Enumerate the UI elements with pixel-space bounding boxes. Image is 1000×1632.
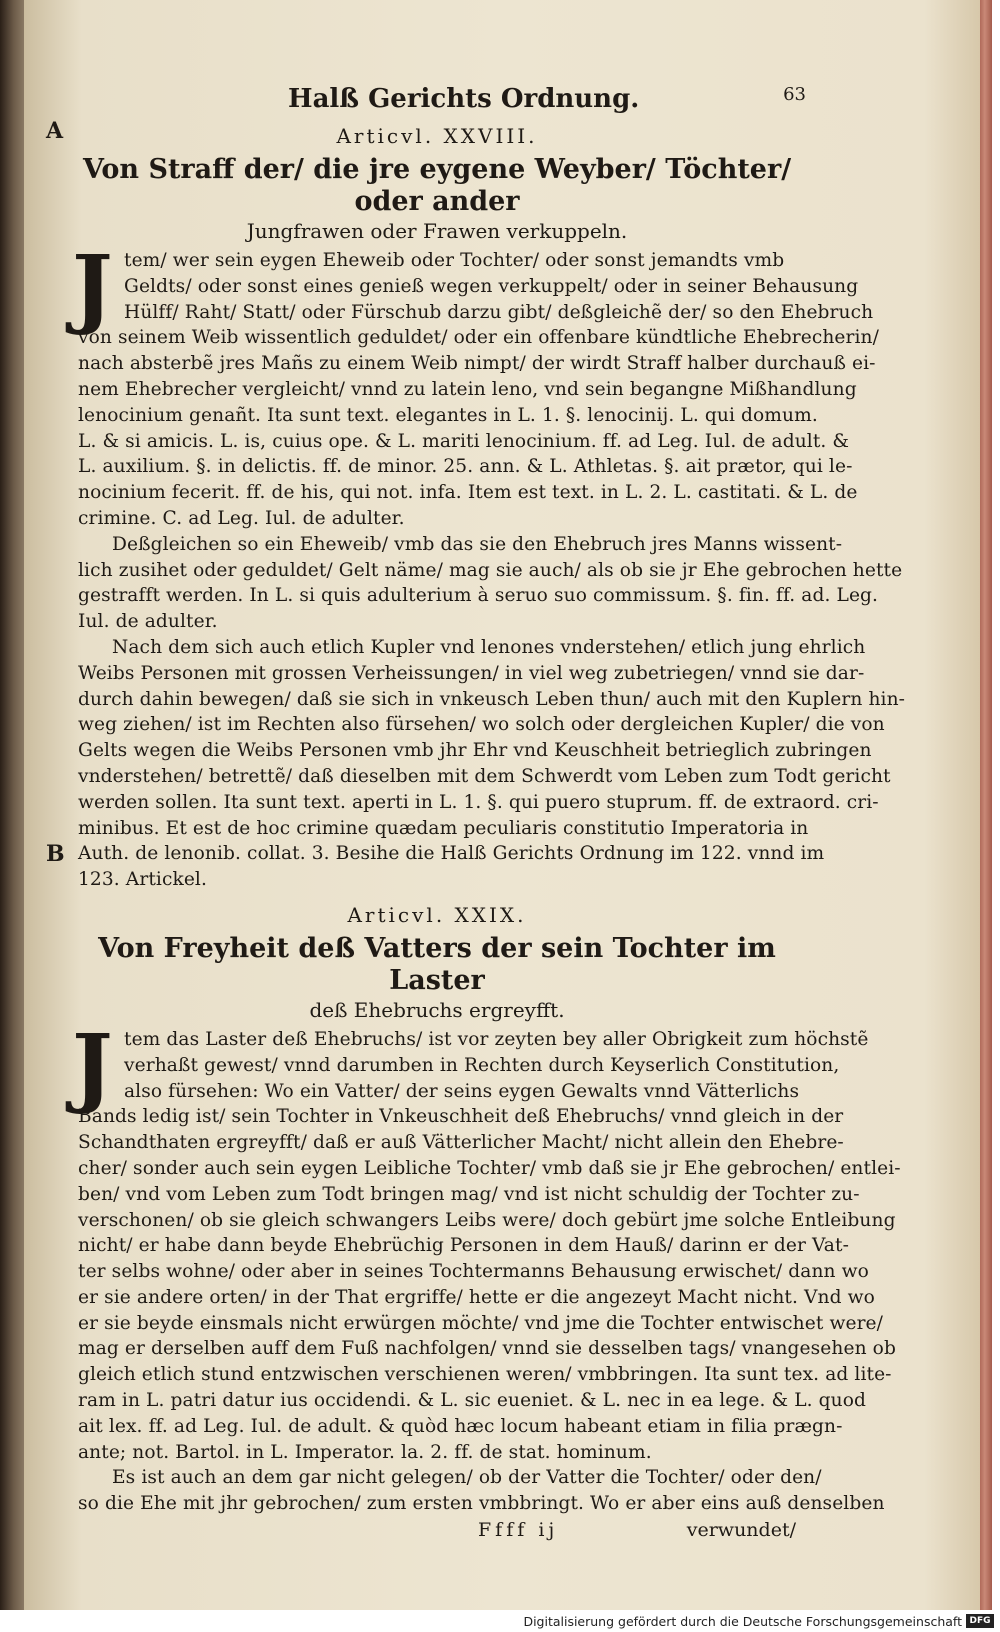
text-line: Schandthaten ergreyfft/ daß er auß Vätterlicher Macht/ nicht allein den Ehebre-	[78, 1132, 844, 1154]
text-line: nicht/ er habe dann beyde Ehebrüchig Personen in dem Hauß/ darinn er der Vat-	[78, 1235, 849, 1257]
text-line: Geldts/ oder sonst eines genieß wegen verkuppelt/ oder in seiner Behausung	[124, 275, 859, 297]
drop-cap-initial: J	[72, 237, 113, 338]
margin-mark-b: B	[46, 840, 65, 867]
text-line: tem/ wer sein eygen Eheweib oder Tochter/ oder sonst jemandts vmb	[124, 250, 785, 271]
text-line: gleich etlich stund entzwischen verschienen weren/ vmbbringen. Ita sunt tex. ad lite-	[78, 1364, 892, 1386]
text-line: ram in L. patri datur ius occidendi. & L. sic eueniet. & L. nec in ea lege. & L. quod	[78, 1390, 867, 1412]
text-line: verhaßt gewest/ vnnd darumben in Rechten durch Keyserlich Constitution,	[124, 1054, 840, 1076]
running-head-title: Halß Gerichts Ordnung.	[288, 84, 640, 114]
folio-number: 63	[783, 84, 806, 105]
text-line: tem das Laster deß Ehebruchs/ ist vor zeyten bey aller Obrigkeit zum höchstẽ	[124, 1028, 869, 1050]
drop-cap-initial: J	[72, 1015, 113, 1117]
text-line: also fürsehen: Wo ein Vatter/ der seins eygen Gewalts vnnd Vätterlichs	[124, 1080, 800, 1102]
text-line: von seinem Weib wissentlich geduldet/ oder ein offenbare kündtliche Ehebrecherin/	[78, 327, 879, 349]
article-28-paragraph-1	[72, 237, 879, 532]
text-line: ter selbs wohne/ oder aber in seines Tochtermanns Behausung erwischet/ dann wo	[78, 1261, 869, 1283]
red-page-edge	[980, 0, 992, 1610]
text-line: minibus. Et est de hoc crimine quædam peculiaris constitutio Imperatoria in	[78, 817, 809, 839]
text-line: er sie beyde einsmals nicht erwürgen möchte/ vnd jme die Tochter entwischet were/	[78, 1312, 884, 1334]
text-line: nocinium fecerit. ff. de his, qui not. infa. Item est text. in L. 2. L. castitati. & L. de	[78, 482, 858, 504]
text-line: Weibs Personen mit grossen Verheissungen/ in viel weg zubetriegen/ vnnd sie dar-	[78, 662, 865, 684]
article-28-subheading: Jungfrawen oder Frawen verkuppeln.	[246, 219, 628, 243]
text-line: mag er derselben auff dem Fuß nachfolgen/ vnnd sie desselben tags/ vnangesehen ob	[78, 1338, 896, 1360]
article-28-heading: Von Straff der/ die jre eygene Weyber/ Töchter/ oder ander	[82, 154, 792, 217]
article-28-paragraph-2	[78, 532, 903, 635]
article-number-28: Articvl. XXVIII.	[336, 124, 538, 148]
text-line: crimine. C. ad Leg. Iul. de adulter.	[78, 507, 405, 529]
text-line: gestrafft werden. In L. si quis adulterium à seruo suo commissum. §. fin. ff. ad. Leg.	[78, 585, 879, 607]
article-number-29: Articvl. XXIX.	[347, 902, 527, 927]
text-line: ante; not. Bartol. in L. Imperator. la. 2. ff. de stat. hominum.	[78, 1441, 652, 1463]
page-content	[46, 84, 906, 1549]
text-line: nach absterbẽ jres Mañs zu einem Weib nimpt/ der wirdt Straff halber durchauß ei-	[78, 353, 876, 375]
text-line: werden sollen. Ita sunt text. aperti in L. 1. §. qui puero stuprum. ff. de extraord. cri-	[78, 791, 879, 813]
article-29-paragraph-2	[78, 1465, 885, 1517]
text-line: ben/ vnd vom Leben zum Todt bringen mag/ vnd ist nicht schuldig der Tochter zu-	[78, 1183, 860, 1205]
text-line: Auth. de lenonib. collat. 3. Besihe die Halß Gerichts Ordnung im 122. vnnd im	[78, 843, 825, 865]
text-line: vnderstehen/ betrettẽ/ daß dieselben mit dem Schwerdt vom Leben zum Todt gericht	[78, 765, 891, 787]
text-line: er sie andere orten/ in der That ergriffe/ hette er die angezeyt Macht nicht. Vnd wo	[78, 1286, 875, 1308]
text-line: L. auxilium. §. in delictis. ff. de minor. 25. ann. & L. Athletas. §. ait prætor, qui le-	[78, 456, 853, 478]
text-line: Iul. de adulter.	[78, 611, 218, 633]
text-line: L. & si amicis. L. is, cuius ope. & L. mariti lenocinium. ff. ad Leg. Iul. de adult. &	[78, 430, 850, 452]
text-line: ait lex. ff. ad Leg. Iul. de adult. & quòd hæc locum habeant etiam in filia prægn-	[78, 1415, 843, 1437]
text-line: Nach dem sich auch etlich Kupler vnd lenones vnderstehen/ etlich jung ehrlich	[112, 636, 866, 658]
text-line: Deßgleichen so ein Eheweib/ vmb das sie den Ehebruch jres Manns wissent-	[112, 533, 843, 555]
text-line: 123. Artickel.	[78, 869, 207, 891]
text-line: Gelts wegen die Weibs Personen vmb jhr Ehr vnd Keuschheit betrieglich zubringen	[78, 740, 872, 762]
text-line: Es ist auch an dem gar nicht gelegen/ ob der Vatter die Tochter/ oder den/	[112, 1467, 822, 1489]
running-head	[78, 84, 806, 120]
article-29-subheading: deß Ehebruchs ergreyfft.	[309, 997, 565, 1022]
text-line: verschonen/ ob sie gleich schwangers Leibs were/ doch gebürt jme solche Entleibung	[78, 1209, 896, 1231]
text-line: nem Ehebrecher vergleicht/ vnnd zu latein leno, vnd sein begangne Mißhandlung	[78, 378, 857, 400]
article-28-paragraph-3	[78, 635, 906, 893]
text-line: lenocinium genañt. Ita sunt text. elegantes in L. 1. §. lenocinij. L. qui domum.	[78, 404, 818, 426]
text-line: Hülff/ Raht/ Statt/ oder Fürschub darzu gibt/ deßgleichẽ der/ so den Ehebruch	[124, 301, 874, 323]
margin-mark-a: A	[46, 118, 64, 144]
dfg-logo: DFG	[966, 1614, 994, 1628]
text-line: durch dahin bewegen/ daß sie sich in vnkeusch Leben thun/ auch mit den Kuplern hin-	[78, 688, 906, 710]
text-line: lich zusihet oder geduldet/ Gelt näme/ mag sie auch/ als ob sie jr Ehe gebrochen hette	[78, 559, 903, 581]
catchword: verwundet/	[686, 1519, 796, 1542]
funding-note: Digitalisierung gefördert durch die Deutsche Forschungsgemeinschaft	[523, 1614, 962, 1629]
text-line: weg ziehen/ ist im Rechten also fürsehen/ wo solch oder dergleichen Kupler/ die von	[78, 714, 885, 736]
text-line: cher/ sonder auch sein eygen Leibliche Tochter/ vmb daß sie jr Ehe gebrochen/ entlei-	[78, 1157, 901, 1179]
article-29-paragraph-1	[72, 1015, 901, 1466]
text-line: so die Ehe mit jhr gebrochen/ zum ersten vmbbringt. Wo er aber eins auß denselben	[78, 1493, 885, 1515]
text-line: Bands ledig ist/ sein Tochter in Vnkeuschheit deß Ehebruchs/ vnnd gleich in der	[78, 1106, 844, 1128]
catchline	[78, 1519, 796, 1549]
article-29-heading: Von Freyheit deß Vatters der sein Tochter im Laster	[98, 932, 776, 996]
footer-bar	[0, 1612, 1000, 1632]
signature-mark: Ffff ij	[478, 1519, 559, 1542]
